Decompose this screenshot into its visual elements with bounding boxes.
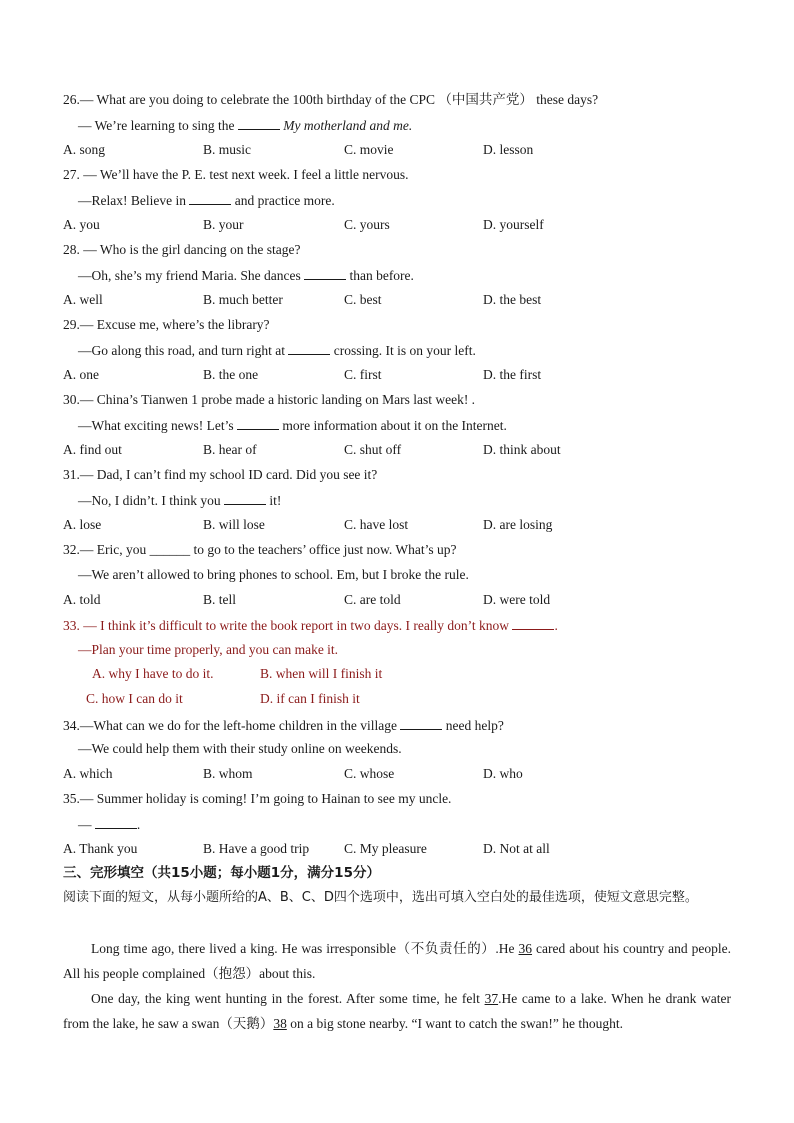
q28-answer-post: than before. xyxy=(349,268,414,283)
q29-answer-pre: —Go along this road, and turn right at xyxy=(78,343,285,358)
q26-option-d: D. lesson xyxy=(483,142,534,157)
q32-answer-line: —We aren’t allowed to bring phones to school. Em, but I broke the rule. xyxy=(78,567,469,582)
cloze-blank-37: 37 xyxy=(484,991,499,1006)
cloze-paragraph-1 xyxy=(63,936,731,986)
q32-option-a: A. told xyxy=(63,592,101,607)
q33-answer-line: —Plan your time properly, and you can make it. xyxy=(78,642,339,657)
q31-answer-post: it! xyxy=(269,493,282,508)
q28-answer-line xyxy=(78,267,414,284)
q29-option-c: C. first xyxy=(344,367,382,382)
q27-answer-post: and practice more. xyxy=(234,193,335,208)
q31-answer-line xyxy=(78,492,281,509)
section3-heading: 三、完形填空（共15小题；每小题1分，满分15分） xyxy=(63,865,380,881)
q26-option-a: A. song xyxy=(63,142,106,157)
q29-option-d: D. the first xyxy=(483,367,542,382)
q31-option-a: A. lose xyxy=(63,517,102,532)
q29-blank xyxy=(288,342,330,355)
q31-question: 31.— Dad, I can’t find my school ID card. Did you see it? xyxy=(63,467,378,482)
cloze-paragraph-2 xyxy=(63,986,731,1036)
q34-question: 34.—What can we do for the left-home children in the village xyxy=(63,718,398,733)
q34-answer-line: —We could help them with their study online on weekends. xyxy=(78,741,402,756)
q35-question: 35.— Summer holiday is coming! I’m going to Hainan to see my uncle. xyxy=(63,791,452,806)
q28-option-c: C. best xyxy=(344,292,382,307)
q26-stem xyxy=(63,92,598,108)
q34-stem xyxy=(63,717,504,734)
q28-blank xyxy=(304,267,346,280)
q34-blank xyxy=(400,717,442,730)
q34-question-post: need help? xyxy=(445,718,504,733)
q26-blank xyxy=(238,117,280,130)
q35-answer-pre: — xyxy=(78,817,92,832)
q27-option-d: D. yourself xyxy=(483,217,544,232)
q30-option-b: B. hear of xyxy=(203,442,257,457)
q26-option-b: B. music xyxy=(203,142,252,157)
q35-option-d: D. Not at all xyxy=(483,841,550,856)
q27-option-c: C. yours xyxy=(344,217,390,232)
q32-option-d: D. were told xyxy=(483,592,551,607)
q35-option-c: C. My pleasure xyxy=(344,841,427,856)
q30-question: 30.— China’s Tianwen 1 probe made a historic landing on Mars last week! . xyxy=(63,392,476,407)
q27-answer-line xyxy=(78,192,335,209)
q30-option-a: A. find out xyxy=(63,442,122,457)
q29-option-b: B. the one xyxy=(203,367,259,382)
q33-option-a: A. why I have to do it. xyxy=(92,666,214,681)
q31-option-b: B. will lose xyxy=(203,517,265,532)
section3-instruction: 阅读下面的短文，从每小题所给的A、B、C、D四个选项中，选出可填入空白处的最佳选项，使短文意思完整。 xyxy=(63,890,698,905)
q27-answer-pre: —Relax! Believe in xyxy=(78,193,186,208)
cloze-p2-text-a: One day, the king went hunting in the forest. After some time, he felt xyxy=(91,991,480,1006)
q28-answer-pre: —Oh, she’s my friend Maria. She dances xyxy=(78,268,301,283)
cloze-p1-text-a: Long time ago, there lived a king. He was irresponsible（不负责任的）.He xyxy=(91,941,515,956)
q32-question: 32.— Eric, you ______ to go to the teachers’ office just now. What’s up? xyxy=(63,542,457,557)
q34-option-a: A. which xyxy=(63,766,113,781)
q35-option-a: A. Thank you xyxy=(63,841,138,856)
q27-option-a: A. you xyxy=(63,217,100,232)
q31-blank xyxy=(224,492,266,505)
q33-question: 33. — I think it’s difficult to write the book report in two days. I really don’t know xyxy=(63,618,510,633)
q28-option-d: D. the best xyxy=(483,292,542,307)
q32-option-b: B. tell xyxy=(203,592,236,607)
q30-option-c: C. shut off xyxy=(344,442,402,457)
q31-option-c: C. have lost xyxy=(344,517,409,532)
q35-answer-line xyxy=(78,816,140,833)
q26-question: 26.— What are you doing to celebrate the 100th birthday of the CPC （中国共产党） these days? xyxy=(63,92,599,107)
q33-option-d: D. if can I finish it xyxy=(260,691,360,706)
q26-option-c: C. movie xyxy=(344,142,394,157)
q26-answer-line xyxy=(78,117,412,134)
q33-option-b: B. when will I finish it xyxy=(260,666,383,681)
q30-answer-line xyxy=(78,417,507,434)
q29-answer-line xyxy=(78,342,476,359)
q34-option-b: B. whom xyxy=(203,766,253,781)
q28-question: 28. — Who is the girl dancing on the stage? xyxy=(63,242,301,257)
q28-option-b: B. much better xyxy=(203,292,283,307)
cloze-p2-text-c: on a big stone nearby. “I want to catch the swan!” he thought. xyxy=(290,1016,623,1031)
q34-option-d: D. who xyxy=(483,766,523,781)
cloze-p1-text-b: cared about his country and people. All his people complained（抱怨）about this. xyxy=(63,941,732,981)
q29-question: 29.— Excuse me, where’s the library? xyxy=(63,317,270,332)
q27-blank xyxy=(189,192,231,205)
q29-answer-post: crossing. It is on your left. xyxy=(333,343,476,358)
q26-answer-post: My motherland and me. xyxy=(283,118,413,133)
q30-answer-pre: —What exciting news! Let’s xyxy=(78,418,234,433)
cloze-blank-38: 38 xyxy=(273,1016,287,1031)
q27-option-b: B. your xyxy=(203,217,244,232)
q29-option-a: A. one xyxy=(63,367,99,382)
q31-answer-pre: —No, I didn’t. I think you xyxy=(78,493,221,508)
q33-stem: 33. — I think it’s difficult to write the book report in two days. I really don’t know . xyxy=(63,618,558,633)
q35-answer-post: . xyxy=(136,817,141,832)
q30-answer-post: more information about it on the Internet. xyxy=(282,418,507,433)
cloze-p2-text-b: .He came to a lake. When he drank water from the lake, he saw a swan（天鹅） xyxy=(63,991,731,1031)
q28-option-a: A. well xyxy=(63,292,103,307)
q30-option-d: D. think about xyxy=(483,442,561,457)
q31-option-d: D. are losing xyxy=(483,517,553,532)
cloze-blank-36: 36 xyxy=(518,941,533,956)
q27-question: 27. — We’ll have the P. E. test next week. I feel a little nervous. xyxy=(63,167,409,182)
q33-option-c: C. how I can do it xyxy=(86,691,183,706)
q30-blank xyxy=(237,417,279,430)
q35-option-b: B. Have a good trip xyxy=(203,841,310,856)
q35-blank xyxy=(95,816,137,829)
q26-answer-pre: — We’re learning to sing the xyxy=(78,118,235,133)
q34-option-c: C. whose xyxy=(344,766,395,781)
q33-blank xyxy=(512,617,554,630)
q32-option-c: C. are told xyxy=(344,592,401,607)
